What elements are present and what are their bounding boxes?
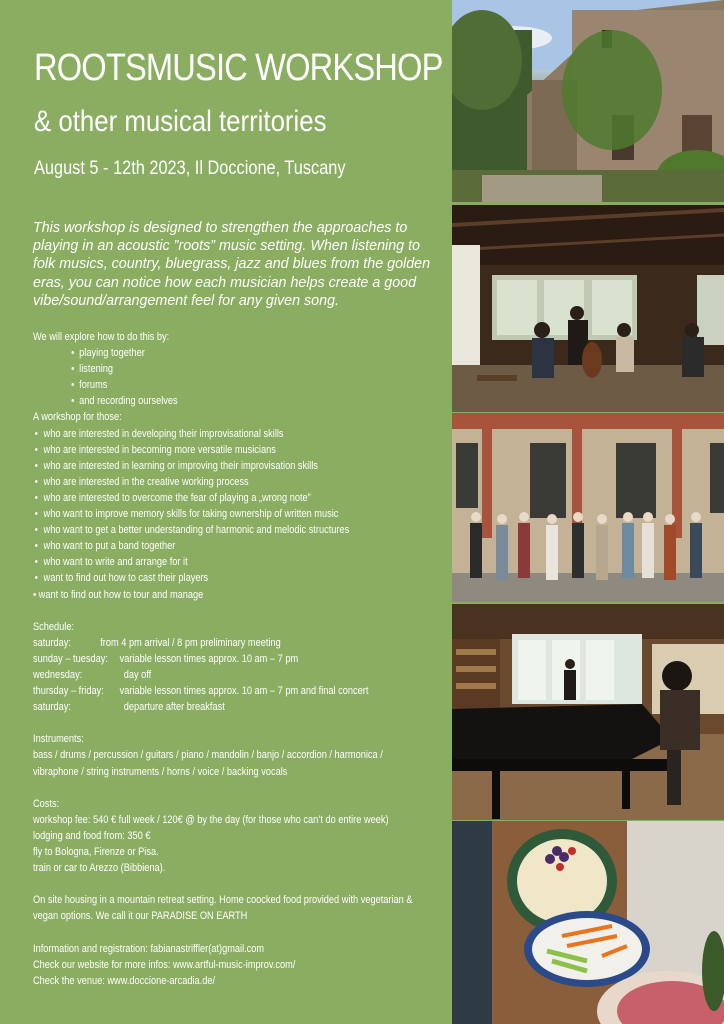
farmhouse-photo — [452, 0, 724, 202]
audience-item: • who want to write and arrange for it — [33, 554, 430, 570]
housing-line: vegan options. We call it our PARADISE ON EARTH — [33, 910, 248, 923]
audience-heading: A workshop for those: — [33, 411, 122, 424]
event-dates: August 5 - 12th 2023, Il Doccione, Tuscany — [34, 158, 346, 179]
schedule-row — [33, 651, 430, 667]
costs-line: lodging and food from: 350 € — [33, 829, 151, 842]
audience-item: • want to find out how to cast their players — [33, 570, 430, 586]
piano-hall-photo — [452, 604, 724, 820]
schedule-text: variable lesson times approx. 10 am – 7 pm and final concert — [119, 685, 369, 698]
schedule-day: wednesday: — [33, 668, 83, 681]
schedule-text: variable lesson times approx. 10 am – 7 pm — [119, 652, 299, 665]
schedule-row — [33, 667, 430, 683]
page-title: ROOTSMUSIC WORKSHOP — [34, 47, 443, 89]
rehearsal-hall-photo — [452, 205, 724, 412]
audience-item: • who are interested in learning or improving their improvisation skills — [33, 458, 430, 474]
costs-line: workshop fee: 540 € full week / 120€ @ by the day (for those who can’t do entire week) — [33, 813, 389, 826]
audience-item: • who are interested in becoming more versatile musicians — [33, 442, 430, 458]
costs-line: fly to Bologna, Firenze or Pisa. — [33, 846, 159, 858]
instruments-line: bass / drums / percussion / guitars / piano / mandolin / banjo / accordion / harmonica / — [33, 749, 383, 762]
food-platters-photo — [452, 821, 724, 1024]
schedule-day: sunday – tuesday: — [33, 652, 108, 665]
registration-contact: Information and registration: fabianastriffler(at)gmail.com — [33, 942, 265, 955]
audience-item: • who want to improve memory skills for taking ownership of written music — [33, 506, 430, 522]
schedule-text: departure after breakfast — [123, 701, 225, 714]
schedule-row — [33, 635, 430, 651]
intro-paragraph: This workshop is designed to strengthen the approaches to playing in an acoustic ”roots” music setting. When listening to folk musics, country, bluegrass, jazz and blues from the golden eras, you can notice how each musician helps create a good vibe/sound/arrangement feel for any given song. — [33, 220, 431, 309]
explore-item: • listening — [33, 361, 430, 377]
instruments-line: vibraphone / string instruments / horns / voice / backing vocals — [33, 765, 288, 778]
costs-heading: Costs: — [33, 797, 60, 810]
schedule-day: saturday: — [33, 636, 71, 649]
schedule-day: saturday: — [33, 701, 71, 714]
instruments-heading: Instruments: — [33, 733, 84, 746]
audience-item: • who want to get a better understanding of harmonic and melodic structures — [33, 522, 430, 538]
explore-item: • forums — [33, 377, 430, 393]
details-body — [33, 329, 430, 989]
audience-item: • who are interested in developing their improvisational skills — [33, 426, 430, 442]
schedule-heading: Schedule: — [33, 620, 75, 633]
venue-link[interactable]: Check the venue: www.doccione-arcadia.de/ — [33, 974, 216, 987]
schedule-text: day off — [123, 668, 152, 681]
page-subtitle: & other musical territories — [34, 105, 327, 138]
schedule-day: thursday – friday: — [33, 685, 104, 698]
website-link[interactable]: Check our website for more infos: www.artful-music-improv.com/ — [33, 958, 296, 971]
housing-line: On site housing in a mountain retreat setting. Home coocked food provided with vegetarian & — [33, 894, 413, 907]
costs-line: train or car to Arezzo (Bibbiena). — [33, 862, 166, 875]
audience-item: • who are interested in the creative working process — [33, 474, 430, 490]
explore-item: • playing together — [33, 345, 430, 361]
audience-item: • who are interested to overcome the fear of playing a „wrong note” — [33, 490, 430, 506]
group-photo — [452, 413, 724, 602]
explore-heading: We will explore how to do this by: — [33, 331, 170, 343]
audience-item: • want to find out how to tour and manage — [33, 587, 430, 603]
audience-item: • who want to put a band together — [33, 538, 430, 554]
schedule-row — [33, 699, 430, 715]
explore-item: • and recording ourselves — [33, 393, 430, 409]
schedule-row — [33, 683, 430, 699]
schedule-text: from 4 pm arrival / 8 pm preliminary meeting — [100, 636, 281, 649]
